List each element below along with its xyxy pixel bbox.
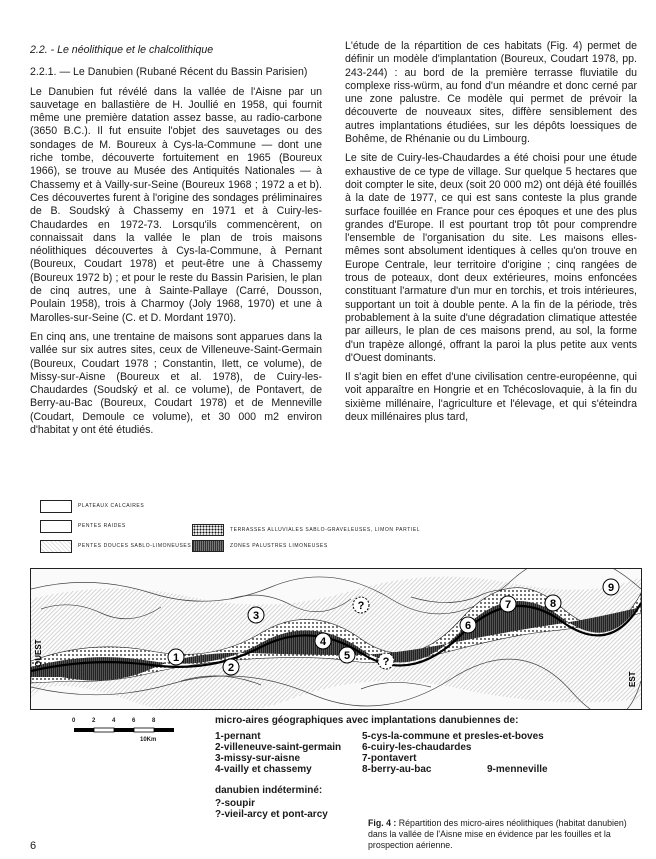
- site-marker-6: [460, 617, 476, 633]
- paragraph: L'étude de la répartition de ces habitats (Fig. 4) permet de définir un modèle d'implantation (Boureux, Coudart 1978, pp. 243-244) : au bord de la première terrasse fluviatile du complexe riss-würm, au fond d'un méandre et donc cerné par une zone palustre. Ce modèle qui permet de prévoir la découverte de nouveaux sites, diffère sensiblement des autres implantations étudiées, sur les dépôts loessiques de Bohême, de Rhénanie ou du Limbourg.: [345, 40, 637, 146]
- scale-end-label: 10Km: [140, 737, 157, 743]
- site-entry: 2-villeneuve-saint-germain: [215, 742, 342, 753]
- site-marker-8: [545, 595, 561, 611]
- sites-column-1: [215, 731, 341, 775]
- legend-swatch-palustres: [192, 540, 224, 552]
- paragraph: En cinq ans, une trentaine de maisons sont apparues dans la vallée sur six autres sites, ceux de Villeneuve-Saint-Germain (Boureux, Coudart 1978 ; Constantin, Ilett, ce volume), de Missy-sur-Aisne (Boureux et al. 1978), de Cuiry-les-Chaudardes (Soudský et al. ce volume), de Pontavert, de Berry-au-Bac (Boureux, Coudart 1978) et de Menneville (Coudart, Demoule ce volume), et 30 000 m2 environ d'habitat y ont été étudiés.: [30, 330, 322, 437]
- sites-heading: micro-aires géographiques avec implantations danubiennes de:: [215, 715, 519, 726]
- site-marker-3: [248, 607, 264, 623]
- svg-text:8: 8: [549, 598, 557, 610]
- svg-text:?: ?: [382, 656, 390, 668]
- west-label: OUEST: [34, 639, 43, 667]
- site-entry: 9-menneville: [487, 764, 548, 775]
- site-entry: 5-cys-la-commune et presles-et-boves: [362, 731, 544, 742]
- svg-text:4: 4: [319, 636, 327, 648]
- aisne-valley-map: [30, 568, 642, 710]
- site-entry: 3-missy-sur-aisne: [215, 753, 301, 764]
- site-entry: 7-pontavert: [362, 753, 417, 764]
- site-entry: ?-soupir: [215, 798, 255, 809]
- svg-text:7: 7: [504, 599, 512, 611]
- legend-label-terrasses: TERRASSES ALLUVIALES SABLO-GRAVELEUSES, LIMON PARTIEL: [230, 527, 421, 533]
- legend-label-pentes-douces: PENTES DOUCES SABLO-LIMONEUSES: [78, 543, 192, 549]
- undetermined-marker-vieil-arcy: [378, 653, 394, 669]
- site-marker-1: [168, 649, 184, 665]
- svg-text:6: 6: [464, 620, 472, 632]
- undetermined-list: [215, 798, 328, 820]
- subheading: 2.2.1. — Le Danubien (Rubané Récent du Bassin Parisien): [30, 66, 308, 79]
- svg-text:9: 9: [607, 582, 615, 594]
- legend-label-plateaux: PLATEAUX CALCAIRES: [78, 503, 145, 509]
- section-heading: 2.2. - Le néolithique et le chalcolithique: [30, 44, 214, 56]
- site-marker-4: [315, 633, 331, 649]
- undetermined-marker-soupir: [353, 597, 369, 613]
- site-marker-2: [223, 659, 239, 675]
- text-column-right: [345, 40, 637, 430]
- sites-column-3: [487, 764, 548, 775]
- legend-label-palustres: ZONES PALUSTRES LIMONEUSES: [230, 543, 328, 549]
- text-column-left: [30, 44, 322, 443]
- undetermined-heading: danubien indéterminé:: [215, 785, 323, 796]
- legend-swatch-plateaux: [40, 500, 72, 513]
- map-svg: [31, 569, 641, 709]
- site-marker-5: [339, 647, 355, 663]
- figure-caption: [368, 818, 628, 851]
- site-marker-7: [500, 596, 516, 612]
- site-entry: 1-pernant: [215, 731, 261, 742]
- svg-text:1: 1: [172, 652, 180, 664]
- svg-text:3: 3: [252, 610, 260, 622]
- paragraph: Le Danubien fut révélé dans la vallée de l'Aisne par un sauvetage en ballastière de H. Joullié en 1958, qui fournit même une première datation assez basse, au radio-carbone (3650 B.C.). Il fut ensuite l'objet des sauvetages ou des sondages de M. Boureux à Cys-la-Commune — dont une riche tombe, découverte fortuitement en 1965 (Boureux 1966), se trouve au Musée des Antiquités Nationales — à Chassemy et à Vailly-sur-Seine (Boureux 1968 ; 1972 a et b). Ces découvertes furent à l'origine des sondages préliminaires de B. Soudský à Chassemy en 1971 et à Cuiry-les-Chaudardes en 1972-73. Lorsqu'ils commencèrent, on connaissait dans la vallée le plan de trois maisons néolithiques découvertes à Cys-la-Commune, à Pernant (Boureux, Coudart 1978) et peut-être une à Chassemy (Boureux 1972 b) ; et pour le reste du Bassin Parisien, le plan de cinq autres, une à Sainte-Pallaye (Carré, Dousson, Poulain 1958), trois à Charmoy (Joly 1968, 1970) et une à Marolles-sur-Seine (C. et D. Mordant 1970).: [30, 85, 322, 324]
- scale-tick-2: 2: [92, 718, 96, 724]
- scale-tick-0: 0: [72, 718, 76, 724]
- scale-tick-6: 6: [132, 718, 136, 724]
- legend-label-pentes-raides: PENTES RAIDES: [78, 523, 126, 529]
- legend-swatch-terrasses: [192, 524, 224, 536]
- paragraph: Il s'agit bien en effet d'une civilisation centre-européenne, qui voit apparaître en Hongrie et en Tchécoslovaquie, à la fin du sixième millénaire, l'agriculture et l'élevage, et qui s'éteindra deux millénaires plus tard,: [345, 371, 637, 424]
- site-entry: 8-berry-au-bac: [362, 764, 432, 775]
- paragraph: Le site de Cuiry-les-Chaudardes a été choisi pour une étude exhaustive de ce type de village. Sur quelque 5 hectares que doit compter le site, deux (soit 20 000 m2) ont déjà été fouillés à la date de 1977, ce qui est sans conteste la plus grande surface fouillée en France pour ces époques et une des plus grandes d'Europe. Il est pourtant trop tôt pour comprendre l'ensemble de l'organisation du site. Les maisons elles-mêmes sont absolument identiques à celles qu'on trouve en Europe Centrale, leur territoire d'origine ; cinq rangées de trous de poteaux, dont deux extérieures, moins enfoncées constituant l'armature d'un mur en torchis, et trois intérieures, supportant un toit à double pente. A la fin de la période, très probablement à la suite d'une dégradation climatique attestée par ailleurs, le plan de ces maisons prend, au sol, la forme d'un trapèze allongé, offrant la paroi la plus petite aux vents d'Ouest dominants.: [345, 152, 637, 364]
- site-entry: 4-vailly et chassemy: [215, 764, 312, 775]
- svg-text:2: 2: [227, 662, 235, 674]
- site-marker-9: [603, 579, 619, 595]
- page-number: 6: [30, 840, 37, 852]
- svg-text:5: 5: [343, 650, 351, 662]
- legend-swatch-pentes-douces: [40, 540, 72, 553]
- caption-text: Répartition des micro-aires néolithiques (habitat danubien) dans la vallée de l'Aisne mise en évidence par les fouilles et la prospection aérienne.: [368, 818, 627, 850]
- scale-tick-4: 4: [112, 718, 116, 724]
- legend-swatch-pentes-raides: [40, 520, 72, 533]
- site-entry: 6-cuiry-les-chaudardes: [362, 742, 472, 753]
- scale-tick-8: 8: [152, 718, 156, 724]
- svg-text:?: ?: [357, 600, 365, 612]
- east-label: EST: [628, 671, 637, 687]
- figure-label: Fig. 4 :: [368, 818, 397, 828]
- site-entry: ?-vieil-arcy et pont-arcy: [215, 809, 328, 820]
